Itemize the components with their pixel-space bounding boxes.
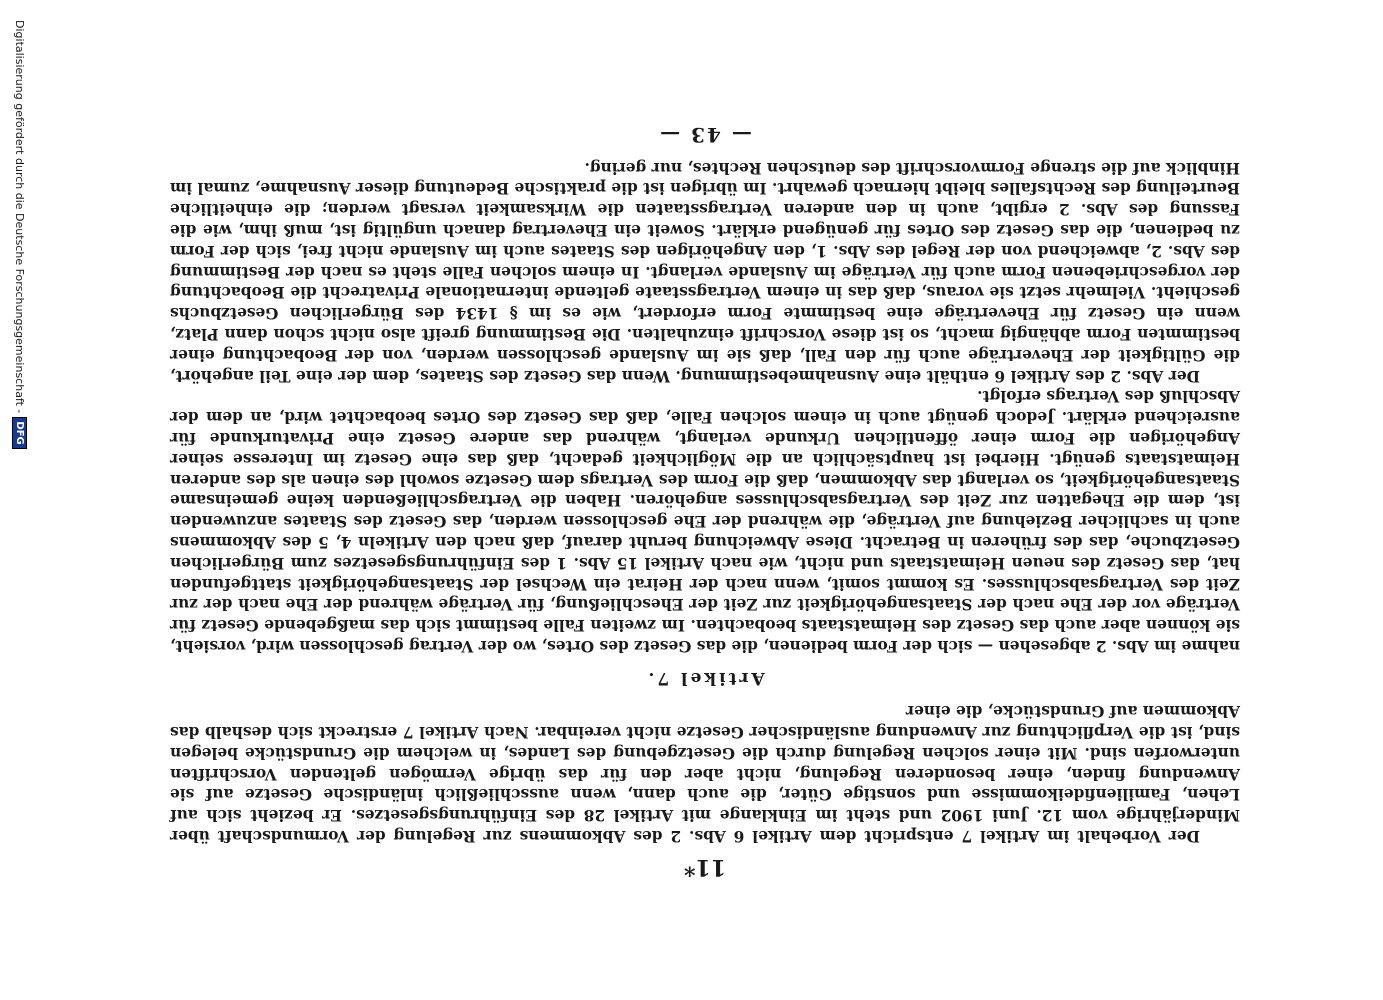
paragraph: nahme im Abs. 2 abgesehen — sich der Form bedienen, die das Gesetz des Ortes, wo der Vertrag geschlossen wird, vorsieht, sie können aber auch das Gesetz des Heimatstaats beobachten. Im zweiten Falle bestimmt sich das maßgebende Gesetz für Verträge vor der Ehe nach der Staatsangehörigkeit zur Zeit der Eheschließung, für Verträge während der Ehe nach der zur Zeit des Vertragsabschlusses. Es kommt somit, wenn nach der Heirat ein Wechsel der Staatsangehörigkeit stattgefunden hat, das Gesetz des neuen Heimatstaats und nicht, wie nach Artikel 15 Abs. 1 des Einführungsgesetzes zum Bürgerlichen Gesetzbuche, das des früheren in Betracht. Diese Abweichung beruht darauf, daß nach den Artikeln 4, 5 des Abkommens auch in sachlicher Beziehung auf Verträge, die während der Ehe geschlossen werden, das Gesetz des Staates anzuwenden ist, dem die Ehegatten zur Zeit des Vertragsabschlusses angehören. Haben die Vertragschließenden keine gemeinsame Staatsangehörigkeit, so verlangt das Abkommen, daß die Form des Vertrags dem Gesetze sowohl des einen als des anderen Heimatstaats genügt. Hierbei ist hauptsächlich an die Möglichkeit gedacht, daß das eine Gesetz im Interesse seiner Angehörigen die Form einer öffentlichen Urkunde verlangt, während das andere Gesetz eine Privaturkunde für ausreichend erklärt. Jedoch genügt auch in einem solchen Falle, daß das Gesetz des Ortes beobachtet wird, an dem der Abschluß des Vertrags erfolgt. — [170, 387, 1240, 655]
paragraphs-top — [170, 157, 1240, 656]
paragraph: Der Vorbehalt im Artikel 7 entspricht dem Artikel 6 Abs. 2 des Abkommens zur Regelung der Vormundschaft über Minderjährige vom 12. Juni 1902 und steht im Einklange mit Artikel 28 des Einführungsgesetzes. Er bezieht sich auf Lehen, Familienfideikommisse und sonstige Güter, die auch dann, wenn ausschließlich inländische Gesetze auf sie Anwendung finden, einer besonderen Regelung, nicht aber den für das übrige Vermögen geltenden Vorschriften unterworfen sind. Mit einer solchen Regelung durch die Gesetzgebung des Landes, in welchem die Grundstücke belegen sind, ist die Verpflichtung zur Anwendung ausländischer Gesetze nicht vereinbar. Nach Artikel 7 erstreckt sich deshalb das Abkommen auf Grundstücke, die einer — [170, 702, 1240, 845]
dfg-logo: DFG — [13, 417, 28, 448]
signature-row — [150, 854, 1260, 880]
article-heading: Artikel 7. — [645, 668, 765, 688]
paragraph: Der Abs. 2 des Artikel 6 enthält eine Ausnahmebestimmung. Wenn das Gesetz des Staates, dem der eine Teil angehört, die Gültigkeit der Eheverträge auch für den Fall, daß sie im Auslande geschlossen werden, von der Beobachtung einer bestimmten Form abhängig macht, so ist diese Vorschrift einzuhalten. Die Bestimmung greift also nicht schon dann Platz, wenn ein Gesetz für Eheverträge eine bestimmte Form erfordert, wie es im § 1434 des Bürgerlichen Gesetzbuchs geschieht. Vielmehr setzt sie voraus, daß das in einem Vertragsstaate geltende internationale Privatrecht die Beobachtung der vorgeschriebenen Form auch für Verträge im Auslande verlangt. In einem solchen Falle steht es nach der Bestimmung des Abs. 2, abweichend von der Regel des Abs. 1, den Angehörigen des Staates auch im Auslande nicht frei, sich der Form zu bedienen, die das Gesetz des Ortes für genügend erklärt. Soweit ein Ehevertrag danach ungültig ist, muß ihm, wie die Fassung des Abs. 2 ergibt, auch in den anderen Vertragsstaaten die Wirksamkeit versagt werden; die einheitliche Beurteilung des Rechtsfalles bleibt hiernach gewahrt. Im übrigen ist die praktische Bedeutung dieser Ausnahme, zumal im Hinblick auf die strenge Formvorschrift des deutschen Rechtes, nur gering. — [170, 158, 1240, 385]
scanned-page-rotated — [150, 123, 1260, 880]
digitization-credit — [10, 20, 30, 980]
page-number: — 43 — — [658, 123, 752, 147]
paragraphs-bottom — [170, 700, 1240, 846]
signature-mark: 11* — [683, 854, 727, 880]
credit-text: Digitalisierung gefördert durch die Deutsche Forschungsgemeinschaft - — [13, 20, 27, 414]
